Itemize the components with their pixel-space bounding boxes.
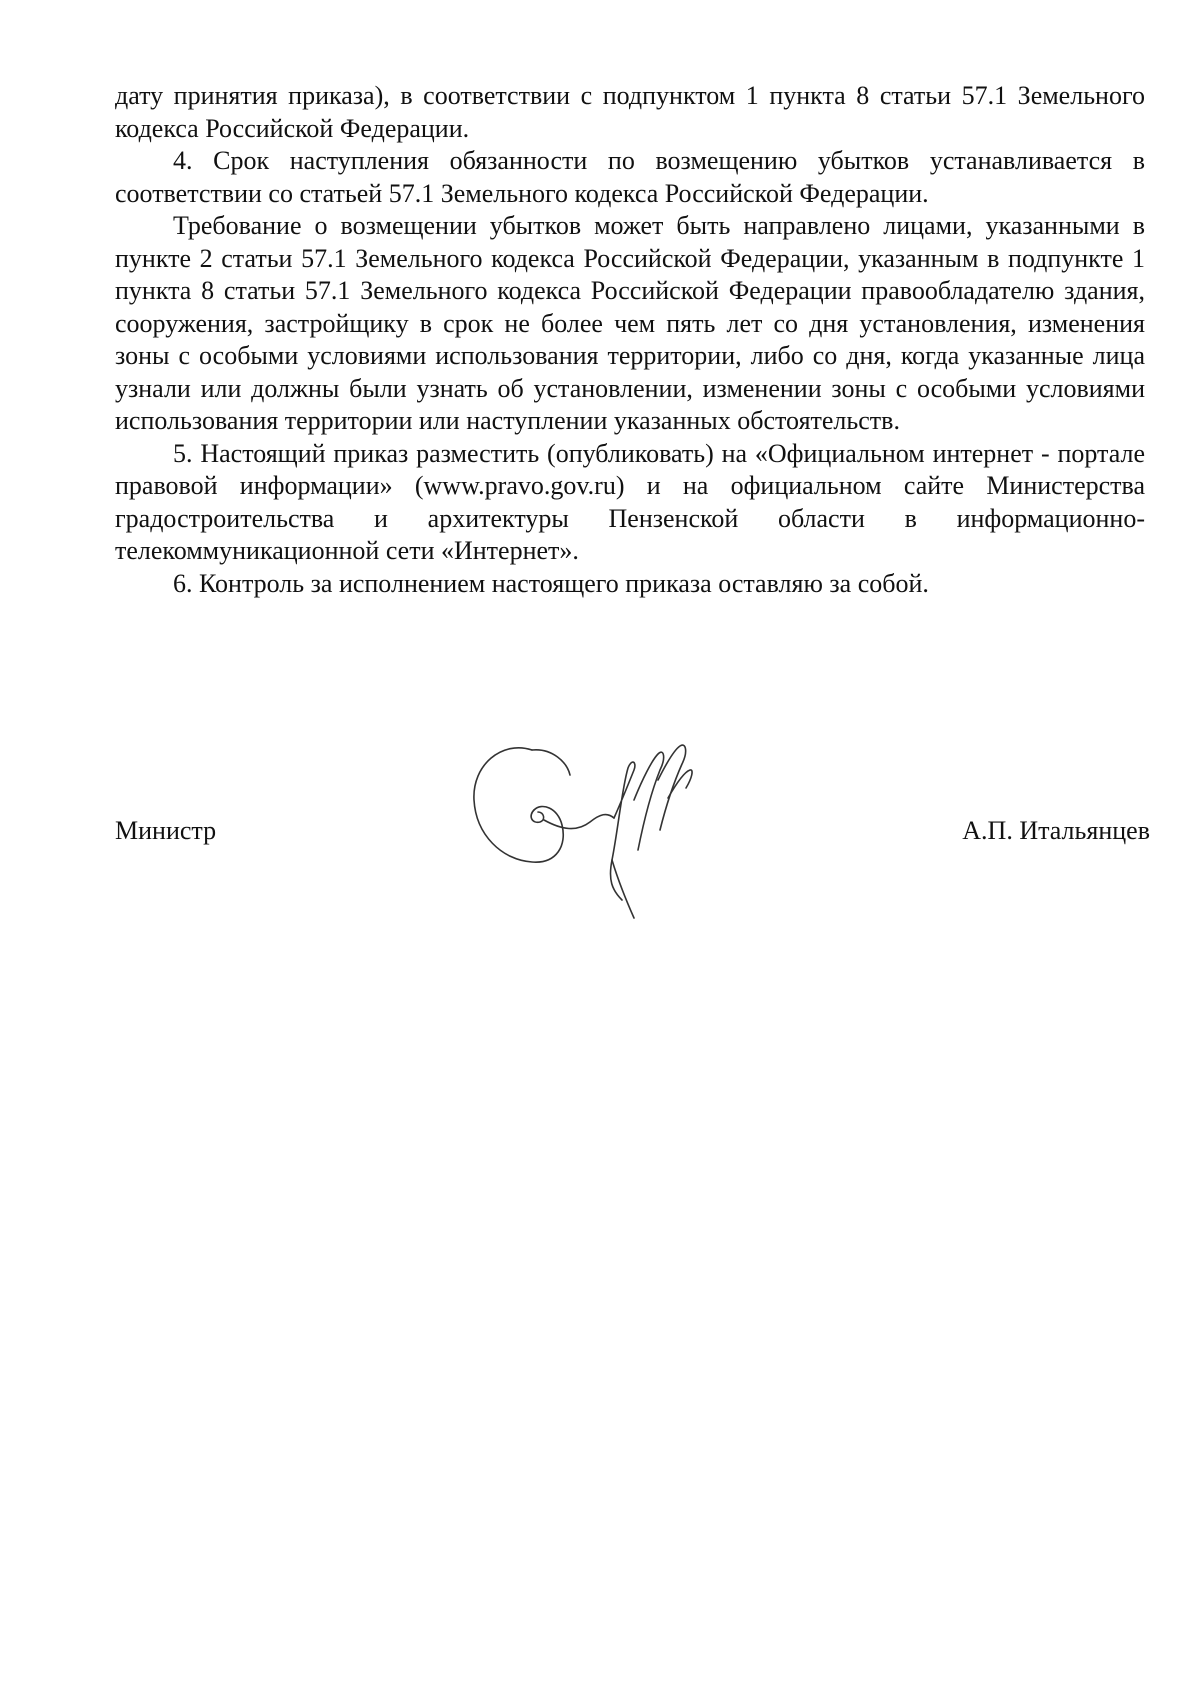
paragraph-item-5: 5. Настоящий приказ разместить (опубликовать) на «Официальном интернет - портале правовой информации» (www.pravo.gov.ru) и на официальном сайте Министерства градостроительства и архитектуры Пензенской области в информационно-телекоммуникационной сети «Интернет». xyxy=(115,438,1145,565)
paragraph-item-4: 4. Срок наступления обязанности по возмещению убытков устанавливается в соответствии со статьей 57.1 Земельного кодекса Российской Федерации. xyxy=(115,146,1145,208)
handwritten-signature-icon xyxy=(462,740,732,925)
paragraph-item-6: 6. Контроль за исполнением настоящего приказа оставляю за собой. xyxy=(173,568,929,598)
paragraph-damages-claim: Требование о возмещении убытков может быть направлено лицами, указанными в пункте 2 статьи 57.1 Земельного кодекса Российской Федерации, указанным в подпункте 1 пункта 8 статьи 57.1 Земельного кодекса Российской Федерации правообладателю здания, сооружения, застройщику в срок не более чем пять лет со дня установления, изменения зоны с особыми условиями использования территории, либо со дня, когда указанные лица узнали или должны были узнать об установлении, изменении зоны с особыми условиями использования территории или наступлении указанных обстоятельств. xyxy=(115,211,1145,435)
signatory-title: Министр xyxy=(115,816,217,845)
signatory-name: А.П. Итальянцев xyxy=(962,816,1150,845)
document-body xyxy=(115,80,1145,600)
paragraph-continuation: дату принятия приказа), в соответствии с подпунктом 1 пункта 8 статьи 57.1 Земельного кодекса Российской Федерации. xyxy=(115,81,1145,143)
